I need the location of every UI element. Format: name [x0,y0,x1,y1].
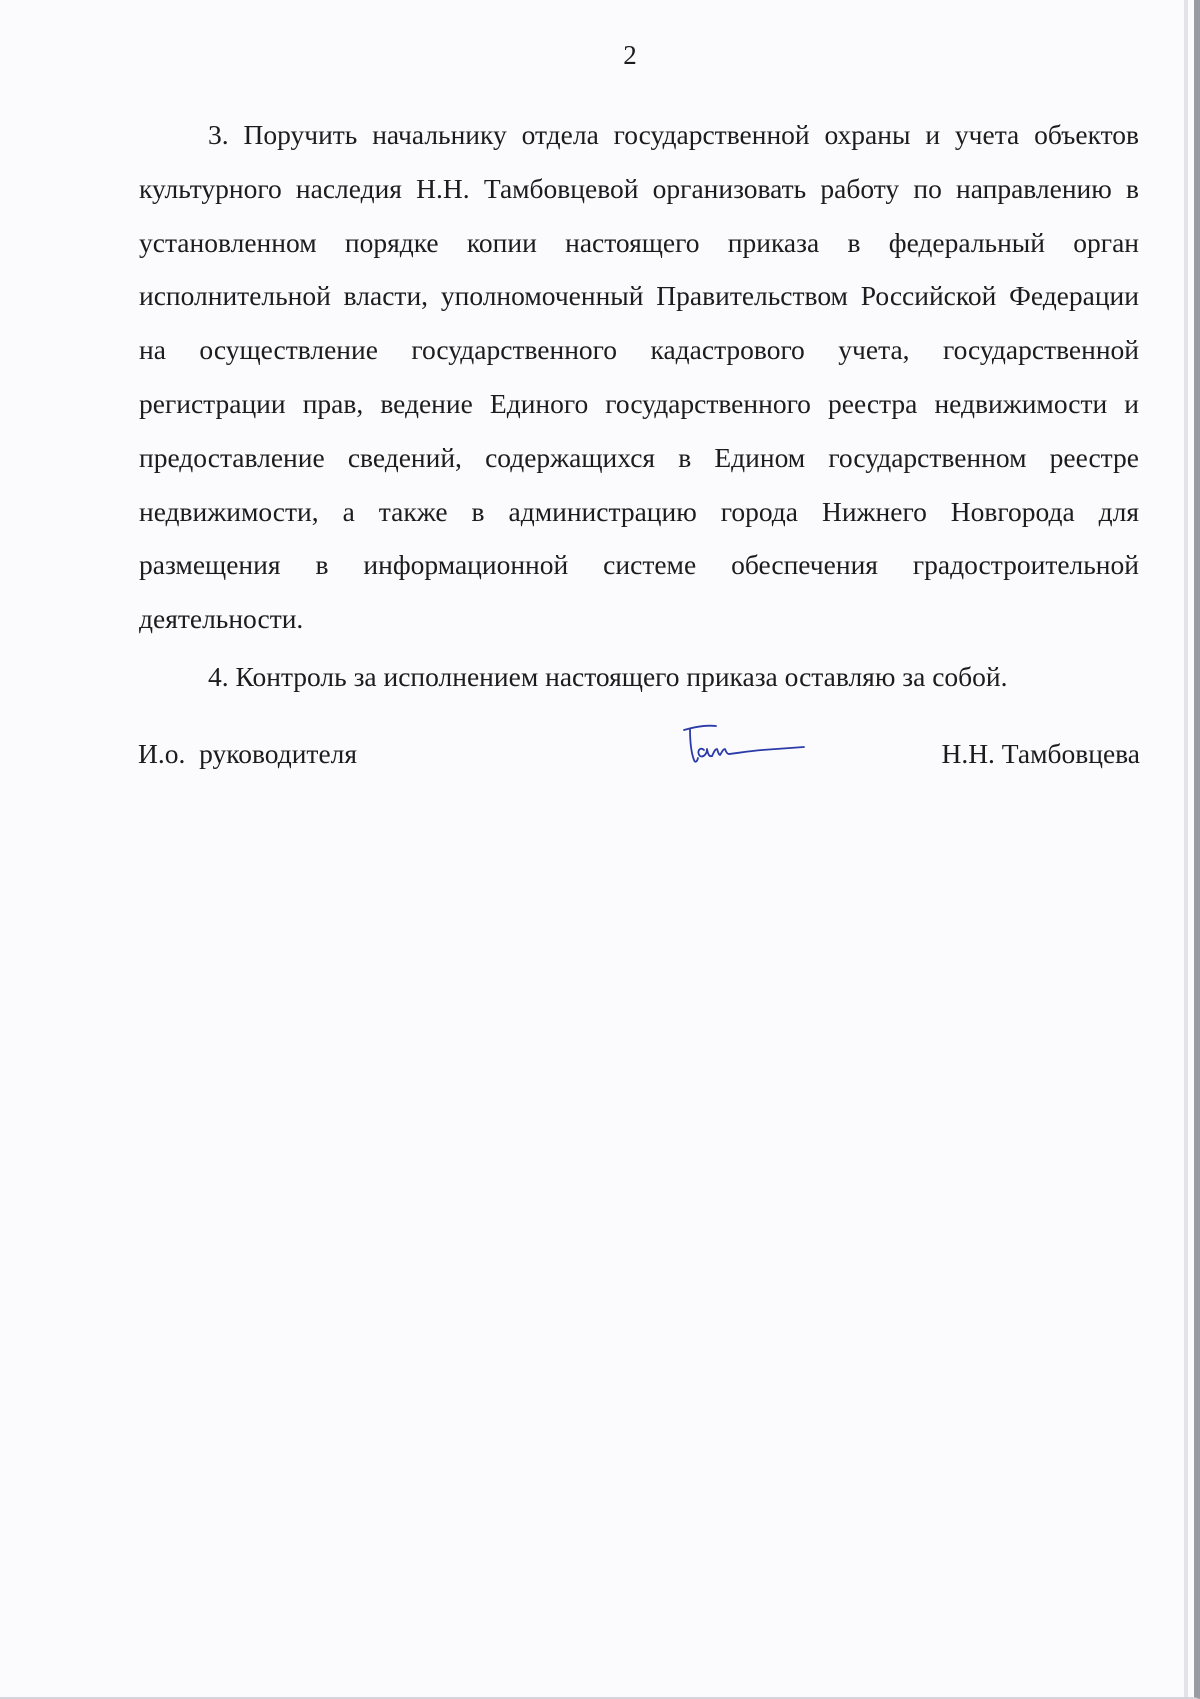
page-number: 2 [623,40,637,70]
signatory-name: Н.Н. Тамбовцева [941,738,1140,769]
signatory-position: И.о. руководителя [138,738,358,769]
handwritten-signature [680,716,810,776]
signature-block [138,738,1140,798]
document-body [139,108,1139,704]
paragraph-item-3: 3. Поручить начальнику отдела государственной охраны и учета объектов культурного наследия Н.Н. Тамбовцевой организовать работу по направлению в установленном порядке копии настоящего приказа в федеральный орган исполнительной власти, уполномоченный Правительством Российской Федерации на осуществление государственного кадастрового учета, государственной регистрации прав, ведение Единого государственного реестра недвижимости и предоставление сведений, содержащихся в Едином государственном реестре недвижимости, а также в администрацию города Нижнего Новгорода для размещения в информационной системе обеспечения градостроительной деятельности. [139,119,1139,635]
paragraph-item-4: 4. Контроль за исполнением настоящего приказа оставляю за собой. [208,660,1008,692]
